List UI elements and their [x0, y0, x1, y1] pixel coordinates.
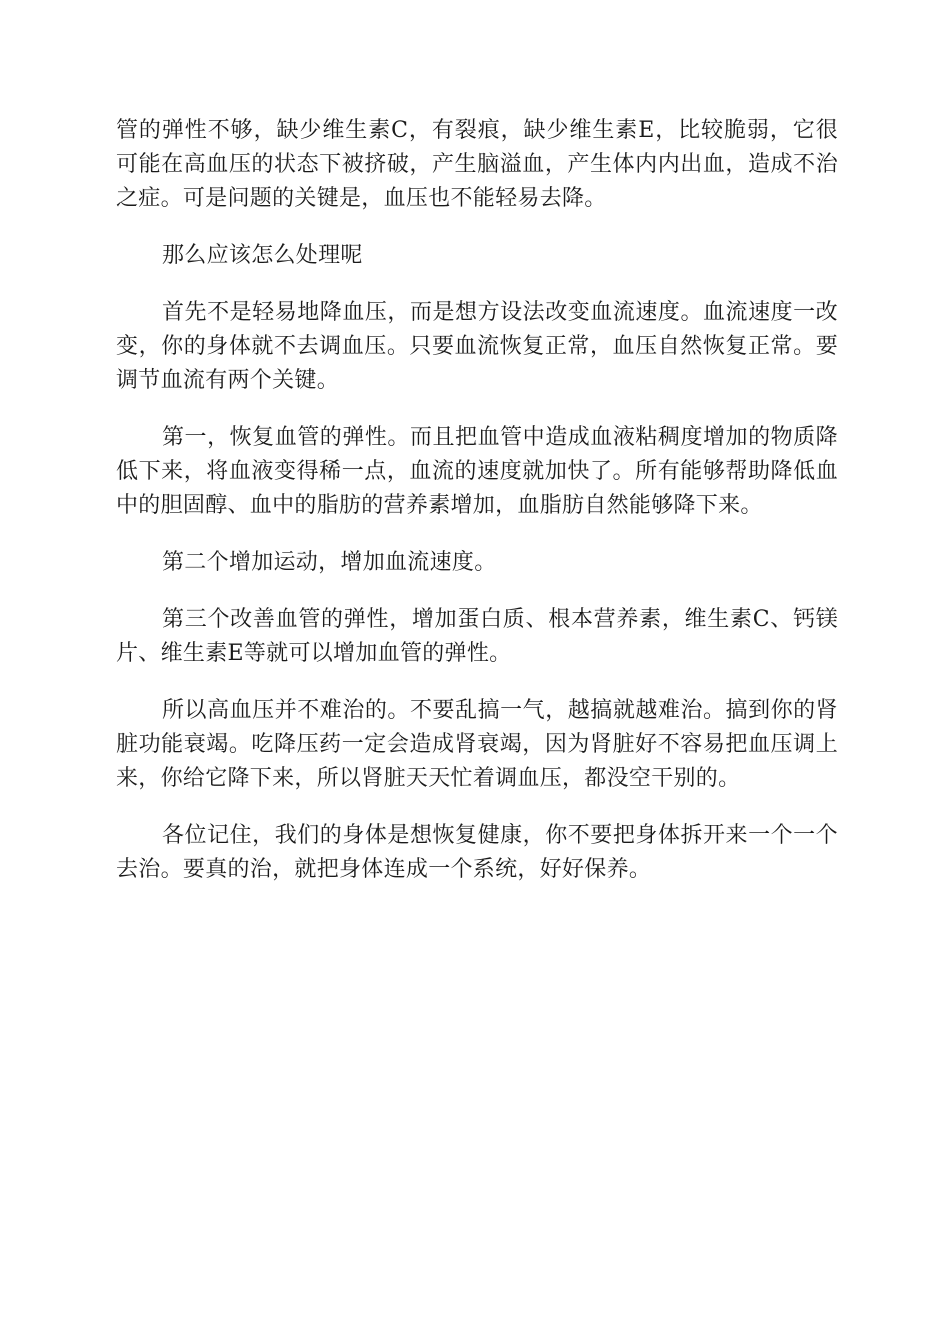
paragraph-step-one: 第一，恢复血管的弹性。而且把血管中造成血液粘稠度增加的物质降低下来，将血液变得稀一点，血流的速度就加快了。所有能够帮助降低血中的胆固醇、血中的脂肪的营养素增加，血脂肪自然能够降下来。: [116, 425, 838, 518]
paragraph-step-two: 第二个增加运动，增加血流速度。: [162, 550, 497, 575]
paragraph-question: 那么应该怎么处理呢: [162, 243, 363, 268]
paragraph-continuation: 管的弹性不够，缺少维生素C，有裂痕，缺少维生素E，比较脆弱，它很可能在高血压的状态下被挤破，产生脑溢血，产生体内内出血，造成不治之症。可是问题的关键是，血压也不能轻易去降。: [116, 118, 838, 211]
paragraph-blood-flow: 首先不是轻易地降血压，而是想方设法改变血流速度。血流速度一改变，你的身体就不去调血压。只要血流恢复正常，血压自然恢复正常。要调节血流有两个关键。: [116, 300, 838, 393]
paragraph-conclusion: 所以高血压并不难治的。不要乱搞一气，越搞就越难治。搞到你的肾脏功能衰竭。吃降压药一定会造成肾衰竭，因为肾脏好不容易把血压调上来，你给它降下来，所以肾脏天天忙着调血压，都没空干别的。: [116, 698, 838, 791]
paragraph-closing: 各位记住，我们的身体是想恢复健康，你不要把身体拆开来一个一个去治。要真的治，就把身体连成一个系统，好好保养。: [116, 823, 838, 882]
paragraph-step-three: 第三个改善血管的弹性，增加蛋白质、根本营养素，维生素C、钙镁片、维生素E等就可以增加血管的弹性。: [116, 607, 838, 666]
document-body: [116, 114, 838, 887]
